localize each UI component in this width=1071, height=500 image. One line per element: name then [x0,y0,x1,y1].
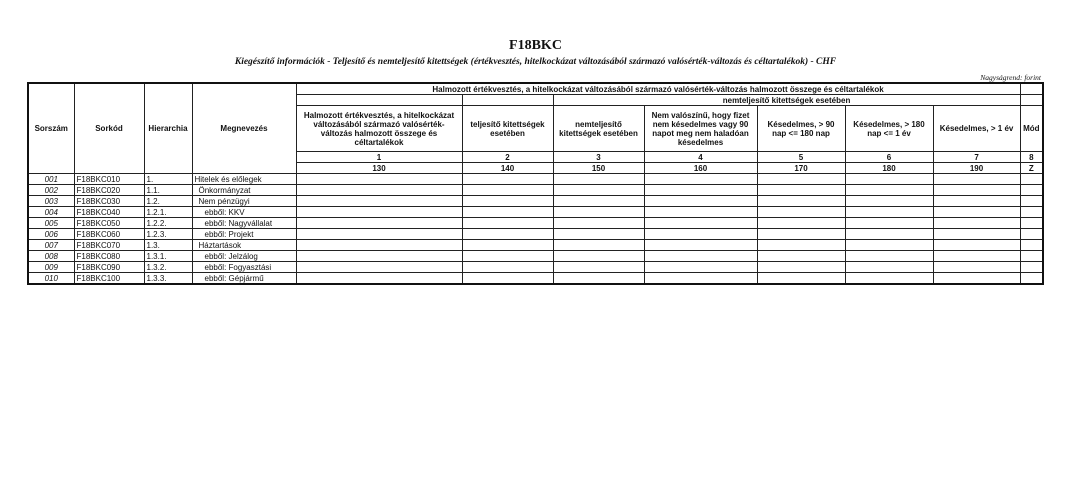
row-sorkod: F18BKC040 [74,207,144,218]
column-code: 180 [845,163,933,174]
row-sorszam: 010 [28,273,74,285]
header-group-nonperforming: nemteljesítő kitettségek esetében [553,95,1020,106]
row-sorszam: 003 [28,196,74,207]
row-sorszam: 008 [28,251,74,262]
row-sorszam: 009 [28,262,74,273]
value-cell[interactable] [845,185,933,196]
value-cell[interactable] [757,196,845,207]
row-sorszam: 005 [28,218,74,229]
row-hierarchia: 1.2. [144,196,192,207]
data-rows [28,174,1043,285]
value-cell[interactable] [757,185,845,196]
value-cell[interactable] [462,218,553,229]
value-cell[interactable] [462,229,553,240]
row-hierarchia: 1.3. [144,240,192,251]
value-cell[interactable] [1020,240,1043,251]
header-col-5: Késedelmes, > 90 nap <= 180 nap [757,106,845,152]
column-code: 190 [933,163,1020,174]
header-col-3: nemteljesítő kitettségek esetében [553,106,644,152]
value-cell[interactable] [296,262,462,273]
value-cell[interactable] [757,240,845,251]
value-cell[interactable] [462,207,553,218]
row-sorszam: 004 [28,207,74,218]
header-megnevezes: Megnevezés [192,83,296,174]
value-cell[interactable] [1020,218,1043,229]
unit-label: Nagyságrend: forint [980,73,1041,82]
column-number: 6 [845,152,933,163]
value-cell[interactable] [553,240,644,251]
value-cell[interactable] [845,207,933,218]
row-sorkod: F18BKC090 [74,262,144,273]
row-megnevezes: Önkormányzat [192,185,296,196]
row-sorszam: 007 [28,240,74,251]
value-cell[interactable] [933,185,1020,196]
value-cell[interactable] [553,218,644,229]
value-cell[interactable] [1020,174,1043,185]
row-sorkod: F18BKC020 [74,185,144,196]
value-cell[interactable] [462,174,553,185]
value-cell[interactable] [553,251,644,262]
value-cell[interactable] [296,229,462,240]
value-cell[interactable] [933,273,1020,285]
table-row [28,273,1043,285]
row-sorszam: 001 [28,174,74,185]
value-cell[interactable] [296,185,462,196]
value-cell[interactable] [462,273,553,285]
row-hierarchia: 1.3.3. [144,273,192,285]
header-col-8: Mód [1020,106,1043,152]
row-hierarchia: 1. [144,174,192,185]
value-cell[interactable] [644,185,757,196]
value-cell[interactable] [933,218,1020,229]
value-cell[interactable] [296,196,462,207]
value-cell[interactable] [933,251,1020,262]
row-sorkod: F18BKC010 [74,174,144,185]
table-row [28,229,1043,240]
value-cell[interactable] [296,207,462,218]
row-sorkod: F18BKC070 [74,240,144,251]
value-cell[interactable] [1020,251,1043,262]
value-cell[interactable] [644,240,757,251]
column-number: 8 [1020,152,1043,163]
value-cell[interactable] [553,174,644,185]
header-col-4: Nem valószínű, hogy fizet nem késedelmes vagy 90 napot meg nem haladóan késedelmes [644,106,757,152]
value-cell[interactable] [933,207,1020,218]
table-row [28,196,1043,207]
column-number: 2 [462,152,553,163]
value-cell[interactable] [462,196,553,207]
column-code: 130 [296,163,462,174]
value-cell[interactable] [644,262,757,273]
value-cell[interactable] [933,174,1020,185]
row-megnevezes: Háztartások [192,240,296,251]
row-megnevezes: ebből: Projekt [192,229,296,240]
value-cell[interactable] [644,174,757,185]
header-sorkod: Sorkód [74,83,144,174]
header-col-1: Halmozott értékvesztés, a hitelkockázat változásából származó valósérték-változás halmozott összege és céltartalékok [296,106,462,152]
value-cell[interactable] [644,251,757,262]
value-cell[interactable] [296,251,462,262]
row-hierarchia: 1.2.2. [144,218,192,229]
value-cell[interactable] [553,229,644,240]
value-cell[interactable] [757,174,845,185]
header-hierarchia: Hierarchia [144,83,192,174]
header-group-top: Halmozott értékvesztés, a hitelkockázat változásából származó valósérték-változás halmozott összege és céltartalékok [296,83,1020,95]
value-cell[interactable] [933,229,1020,240]
row-hierarchia: 1.3.2. [144,262,192,273]
table-row [28,185,1043,196]
value-cell[interactable] [1020,229,1043,240]
value-cell[interactable] [553,185,644,196]
row-megnevezes: ebből: Nagyvállalat [192,218,296,229]
header-col-2: teljesítő kitettségek esetében [462,106,553,152]
row-megnevezes: Hitelek és előlegek [192,174,296,185]
value-cell[interactable] [845,251,933,262]
value-cell[interactable] [757,218,845,229]
value-cell[interactable] [845,218,933,229]
table-row [28,240,1043,251]
value-cell[interactable] [933,262,1020,273]
report-table [27,82,1044,285]
row-megnevezes: ebből: Jelzálog [192,251,296,262]
column-number: 5 [757,152,845,163]
value-cell[interactable] [296,174,462,185]
value-cell[interactable] [1020,273,1043,285]
value-cell[interactable] [1020,262,1043,273]
value-cell[interactable] [845,262,933,273]
value-cell[interactable] [553,207,644,218]
row-sorkod: F18BKC030 [74,196,144,207]
header-col-6: Késedelmes, > 180 nap <= 1 év [845,106,933,152]
row-hierarchia: 1.3.1. [144,251,192,262]
value-cell[interactable] [553,196,644,207]
column-code: 170 [757,163,845,174]
value-cell[interactable] [757,273,845,285]
value-cell[interactable] [644,229,757,240]
row-megnevezes: Nem pénzügyi [192,196,296,207]
row-sorkod: F18BKC060 [74,229,144,240]
table-row [28,251,1043,262]
table-row [28,218,1043,229]
value-cell[interactable] [553,273,644,285]
column-number: 1 [296,152,462,163]
column-code: Z [1020,163,1043,174]
value-cell[interactable] [845,240,933,251]
table-row [28,207,1043,218]
row-megnevezes: ebből: Fogyasztási [192,262,296,273]
report-subtitle: Kiegészítő információk - Teljesítő és nemteljesítő kitettségek (értékvesztés, hitelkockázat változásából származó valósérték-változás és céltartalékok) - CHF [234,57,837,67]
header-col-7: Késedelmes, > 1 év [933,106,1020,152]
value-cell[interactable] [296,273,462,285]
value-cell[interactable] [933,196,1020,207]
value-cell[interactable] [644,196,757,207]
row-sorkod: F18BKC100 [74,273,144,285]
report-title: F18BKC [509,38,562,53]
row-sorkod: F18BKC080 [74,251,144,262]
table-row [28,174,1043,185]
value-cell[interactable] [296,240,462,251]
row-sorkod: F18BKC050 [74,218,144,229]
row-hierarchia: 1.2.3. [144,229,192,240]
value-cell[interactable] [644,273,757,285]
value-cell[interactable] [845,196,933,207]
value-cell[interactable] [757,262,845,273]
value-cell[interactable] [462,251,553,262]
value-cell[interactable] [462,185,553,196]
value-cell[interactable] [1020,185,1043,196]
column-number: 7 [933,152,1020,163]
value-cell[interactable] [845,174,933,185]
value-cell[interactable] [1020,196,1043,207]
row-sorszam: 002 [28,185,74,196]
row-hierarchia: 1.2.1. [144,207,192,218]
value-cell[interactable] [644,218,757,229]
value-cell[interactable] [553,262,644,273]
column-code: 150 [553,163,644,174]
row-hierarchia: 1.1. [144,185,192,196]
value-cell[interactable] [462,262,553,273]
column-number: 3 [553,152,644,163]
table-row [28,262,1043,273]
row-megnevezes: ebből: Gépjármű [192,273,296,285]
column-code: 140 [462,163,553,174]
value-cell[interactable] [757,251,845,262]
column-number: 4 [644,152,757,163]
value-cell[interactable] [296,218,462,229]
header-sorszam: Sorszám [28,83,74,174]
row-megnevezes: ebből: KKV [192,207,296,218]
column-code: 160 [644,163,757,174]
value-cell[interactable] [757,207,845,218]
value-cell[interactable] [757,229,845,240]
value-cell[interactable] [845,273,933,285]
value-cell[interactable] [644,207,757,218]
value-cell[interactable] [845,229,933,240]
value-cell[interactable] [1020,207,1043,218]
value-cell[interactable] [462,240,553,251]
row-sorszam: 006 [28,229,74,240]
value-cell[interactable] [933,240,1020,251]
